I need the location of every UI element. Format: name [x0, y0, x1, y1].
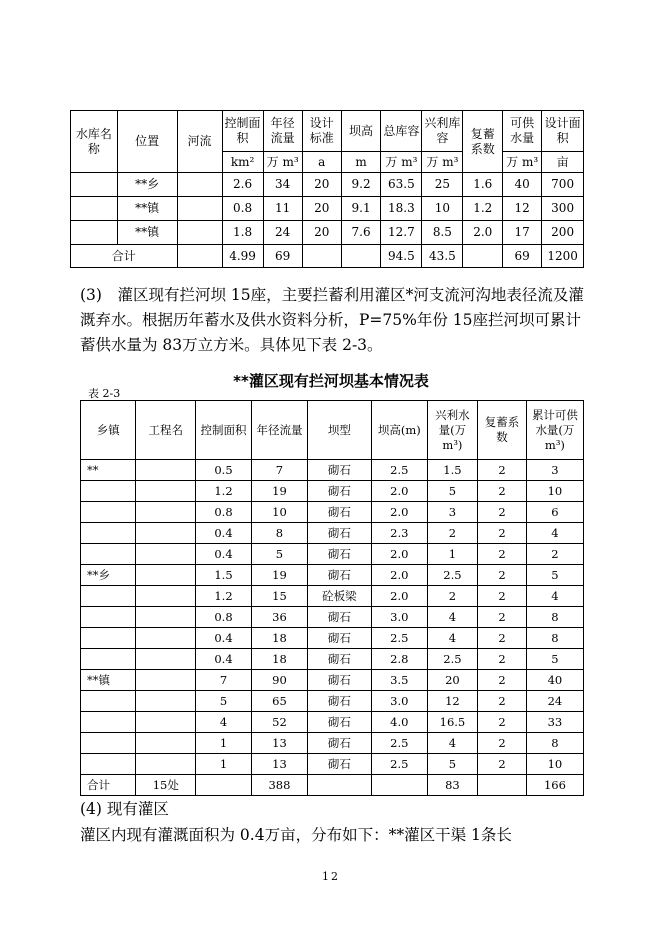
- table-row: [81, 502, 584, 523]
- unit-cell: 万 m³: [381, 152, 422, 173]
- header-cell: 设计面积: [542, 111, 584, 152]
- table-cell: 33: [526, 712, 583, 733]
- header-cell: 河流: [177, 111, 222, 173]
- table-row: [81, 586, 584, 607]
- table-cell: 20: [302, 197, 341, 221]
- table-cell: 3.0: [371, 607, 427, 628]
- table-cell: 2: [478, 691, 527, 712]
- table-cell: 4: [196, 712, 252, 733]
- table-cell: 1: [196, 733, 252, 754]
- paragraph-dams: (3) 灌区现有拦河坝 15座，主要拦蓄利用灌区*河支流河沟地表径流及灌溉弃水。根据历年蓄水及供水资料分析，P=75%年份 15座拦河坝可累计蓄供水量为 83万立方米。具体见下表 2-3。: [80, 286, 584, 354]
- unit-cell: 万 m³: [422, 152, 463, 173]
- table-row: [81, 670, 584, 691]
- unit-cell: 亩: [542, 152, 584, 173]
- table-cell: 7: [251, 460, 307, 481]
- table-cell: [81, 607, 136, 628]
- total-row: [81, 775, 584, 796]
- table-cell: **镇: [117, 197, 177, 221]
- unit-cell: m: [341, 152, 381, 173]
- total-cell: 69: [263, 245, 302, 268]
- table-cell: 7.6: [341, 221, 381, 245]
- table-cell: [136, 754, 196, 775]
- table-cell: 2.8: [371, 649, 427, 670]
- table-cell: 5: [427, 481, 477, 502]
- table-row: [81, 733, 584, 754]
- header-cell: 乡镇: [81, 401, 136, 460]
- table-row: [81, 607, 584, 628]
- table-cell: 9.1: [341, 197, 381, 221]
- table-cell: [81, 523, 136, 544]
- table-cell: 15: [251, 586, 307, 607]
- total-cell: [463, 245, 503, 268]
- table-cell: [136, 502, 196, 523]
- table-cell: 12: [503, 197, 542, 221]
- table-cell: 90: [251, 670, 307, 691]
- table-cell: 5: [251, 544, 307, 565]
- table-cell: 65: [251, 691, 307, 712]
- table-cell: [81, 481, 136, 502]
- table-row: [81, 628, 584, 649]
- table-cell: 2: [478, 628, 527, 649]
- table-cell: [81, 586, 136, 607]
- table-cell: 3.0: [371, 691, 427, 712]
- table-row: [71, 197, 584, 221]
- table-cell: 1.5: [427, 460, 477, 481]
- table-cell: 13: [251, 733, 307, 754]
- table-cell: [136, 649, 196, 670]
- header-cell: 年径流量: [251, 401, 307, 460]
- table-cell: 0.4: [196, 523, 252, 544]
- table-cell: [81, 502, 136, 523]
- table-cell: 63.5: [381, 173, 422, 197]
- table-row: [81, 649, 584, 670]
- total-cell: 83: [427, 775, 477, 796]
- table-cell: 砌石: [308, 460, 372, 481]
- header-cell: 复蓄系数: [478, 401, 527, 460]
- table-cell: 2: [526, 544, 583, 565]
- table-cell: 2: [478, 670, 527, 691]
- header-cell: 坝型: [308, 401, 372, 460]
- table-cell: [136, 544, 196, 565]
- table-cell: 1.5: [196, 565, 252, 586]
- table-cell: 2: [478, 607, 527, 628]
- total-cell: 388: [251, 775, 307, 796]
- table-cell: 2: [478, 544, 527, 565]
- table-cell: 砌石: [308, 670, 372, 691]
- reservoir-table: [70, 110, 584, 268]
- table-cell: 砌石: [308, 481, 372, 502]
- table-cell: 3: [427, 502, 477, 523]
- table-cell: 砌石: [308, 691, 372, 712]
- table-cell: 砼板梁: [308, 586, 372, 607]
- header-cell: 控制面积: [196, 401, 252, 460]
- table-cell: 2.5: [371, 628, 427, 649]
- unit-cell: 万 m³: [263, 152, 302, 173]
- table-cell: 8: [251, 523, 307, 544]
- total-cell: 合计: [71, 245, 178, 268]
- table-cell: 13: [251, 754, 307, 775]
- table-cell: 2.5: [427, 649, 477, 670]
- table-cell: [136, 565, 196, 586]
- table-row: [81, 481, 584, 502]
- table-row: [81, 754, 584, 775]
- total-cell: 166: [526, 775, 583, 796]
- table-cell: 4: [427, 733, 477, 754]
- table-cell: 3: [526, 460, 583, 481]
- table-cell: 0.8: [196, 607, 252, 628]
- paragraph-irrigation-heading: (4) 现有灌区: [80, 800, 169, 818]
- table-cell: 7: [196, 670, 252, 691]
- table-cell: 200: [542, 221, 584, 245]
- total-cell: 1200: [542, 245, 584, 268]
- table-cell: 0.4: [196, 628, 252, 649]
- table-cell: [136, 523, 196, 544]
- table-cell: 25: [422, 173, 463, 197]
- table-cell: 34: [263, 173, 302, 197]
- table-cell: 0.4: [196, 544, 252, 565]
- total-cell: [308, 775, 372, 796]
- table-cell: 5: [526, 649, 583, 670]
- total-cell: [196, 775, 252, 796]
- table-cell: [136, 670, 196, 691]
- header-cell: 可供水量: [503, 111, 542, 152]
- table-cell: 4: [526, 523, 583, 544]
- table-cell: 40: [526, 670, 583, 691]
- table-cell: 砌石: [308, 565, 372, 586]
- table-cell: 2.5: [371, 460, 427, 481]
- page-number: 12: [322, 870, 340, 883]
- table-cell: 18: [251, 649, 307, 670]
- table-cell: **镇: [81, 670, 136, 691]
- table-cell: 10: [526, 481, 583, 502]
- header-cell: 兴利库容: [422, 111, 463, 152]
- table-cell: [136, 481, 196, 502]
- table-cell: 52: [251, 712, 307, 733]
- table-cell: 1.2: [463, 197, 503, 221]
- header-cell: 总库容: [381, 111, 422, 152]
- total-cell: 94.5: [381, 245, 422, 268]
- table-cell: **乡: [117, 173, 177, 197]
- total-cell: [341, 245, 381, 268]
- header-cell: 设计标准: [302, 111, 341, 152]
- header-cell: 累计可供水量(万m³): [526, 401, 583, 460]
- table-cell: 10: [251, 502, 307, 523]
- table-cell: [136, 733, 196, 754]
- table-cell: 19: [251, 481, 307, 502]
- table-cell: 18: [251, 628, 307, 649]
- table-cell: 0.8: [222, 197, 263, 221]
- table-cell: 砌石: [308, 733, 372, 754]
- header-cell: 坝高(m): [371, 401, 427, 460]
- unit-cell: a: [302, 152, 341, 173]
- table-cell: 2.0: [371, 481, 427, 502]
- table-cell: 2: [427, 586, 477, 607]
- table-cell: [177, 221, 222, 245]
- table-cell: 2.5: [371, 733, 427, 754]
- unit-cell: 万 m³: [503, 152, 542, 173]
- table-row: [81, 712, 584, 733]
- table-cell: 2.0: [371, 544, 427, 565]
- table-cell: 16.5: [427, 712, 477, 733]
- table-cell: 9.2: [341, 173, 381, 197]
- table-cell: [81, 712, 136, 733]
- header-cell: 复蓄系数: [463, 111, 503, 173]
- table-cell: 0.8: [196, 502, 252, 523]
- table-cell: 700: [542, 173, 584, 197]
- table-row: [71, 173, 584, 197]
- table-cell: 24: [263, 221, 302, 245]
- table-cell: 1.2: [196, 481, 252, 502]
- table-cell: 砌石: [308, 712, 372, 733]
- header-cell: 兴利水量(万m³): [427, 401, 477, 460]
- table-cell: 2.0: [371, 586, 427, 607]
- table-cell: 砌石: [308, 649, 372, 670]
- table-cell: 8.5: [422, 221, 463, 245]
- table-cell: 300: [542, 197, 584, 221]
- table-row: [81, 460, 584, 481]
- table-cell: 2.0: [463, 221, 503, 245]
- table2-title: **灌区现有拦河坝基本情况表: [233, 372, 429, 390]
- table-cell: 2.6: [222, 173, 263, 197]
- table-cell: 40: [503, 173, 542, 197]
- table-cell: **镇: [117, 221, 177, 245]
- table-cell: 5: [196, 691, 252, 712]
- table-cell: 2: [478, 523, 527, 544]
- table-cell: [177, 197, 222, 221]
- table-cell: 砌石: [308, 754, 372, 775]
- table-cell: 8: [526, 733, 583, 754]
- table-cell: 砌石: [308, 502, 372, 523]
- table2-label: 表 2-3: [88, 387, 121, 400]
- table-cell: 12: [427, 691, 477, 712]
- table-cell: 18.3: [381, 197, 422, 221]
- total-row: [71, 245, 584, 268]
- table-header-row: [71, 111, 584, 152]
- table-cell: 0.5: [196, 460, 252, 481]
- table-cell: 17: [503, 221, 542, 245]
- table-cell: 6: [526, 502, 583, 523]
- table-cell: 2: [478, 586, 527, 607]
- total-cell: [478, 775, 527, 796]
- table-row: [81, 544, 584, 565]
- table-cell: [81, 754, 136, 775]
- table-cell: 2: [478, 754, 527, 775]
- table-cell: 4: [427, 607, 477, 628]
- table-cell: 2: [427, 523, 477, 544]
- table-cell: 5: [526, 565, 583, 586]
- unit-cell: km²: [222, 152, 263, 173]
- table-row: [81, 523, 584, 544]
- table-cell: 1: [427, 544, 477, 565]
- table-cell: [136, 586, 196, 607]
- table-cell: 2.5: [371, 754, 427, 775]
- table-cell: 1.8: [222, 221, 263, 245]
- table-cell: 2: [478, 733, 527, 754]
- paragraph-irrigation: 灌区内现有灌溉面积为 0.4万亩，分布如下：**灌区干渠 1条长: [80, 826, 512, 844]
- header-cell: 水库名称: [71, 111, 118, 173]
- table-cell: 1.2: [196, 586, 252, 607]
- table-cell: 4.0: [371, 712, 427, 733]
- table-cell: 2.0: [371, 565, 427, 586]
- table-cell: [136, 691, 196, 712]
- table-cell: 20: [302, 221, 341, 245]
- table-cell: 12.7: [381, 221, 422, 245]
- table-cell: [136, 460, 196, 481]
- total-cell: 69: [503, 245, 542, 268]
- table-cell: 10: [422, 197, 463, 221]
- table-cell: 2: [478, 460, 527, 481]
- total-cell: 合计: [81, 775, 136, 796]
- table-cell: [81, 544, 136, 565]
- table-cell: [81, 649, 136, 670]
- table-cell: [136, 712, 196, 733]
- table-cell: 2: [478, 649, 527, 670]
- table-cell: 3.5: [371, 670, 427, 691]
- table-row: [71, 221, 584, 245]
- total-cell: [177, 245, 222, 268]
- table-cell: [71, 221, 118, 245]
- table-cell: 砌石: [308, 523, 372, 544]
- table-cell: [81, 628, 136, 649]
- table-cell: 4: [427, 628, 477, 649]
- table-cell: 2.0: [371, 502, 427, 523]
- header-cell: 位置: [117, 111, 177, 173]
- table-cell: 2.3: [371, 523, 427, 544]
- total-cell: [371, 775, 427, 796]
- table-row: [81, 691, 584, 712]
- table-cell: 砌石: [308, 628, 372, 649]
- table-cell: [81, 691, 136, 712]
- table-header-row: [81, 401, 584, 460]
- table-cell: 2: [478, 481, 527, 502]
- header-cell: 控制面积: [222, 111, 263, 152]
- total-cell: 4.99: [222, 245, 263, 268]
- table-cell: 36: [251, 607, 307, 628]
- table-cell: 24: [526, 691, 583, 712]
- table-cell: 1.6: [463, 173, 503, 197]
- table-cell: 11: [263, 197, 302, 221]
- table-cell: [81, 733, 136, 754]
- table-cell: 0.4: [196, 649, 252, 670]
- table-cell: 砌石: [308, 544, 372, 565]
- table-cell: 2.5: [427, 565, 477, 586]
- table-row: [81, 565, 584, 586]
- header-cell: 坝高: [341, 111, 381, 152]
- table-cell: 2: [478, 712, 527, 733]
- table-cell: **乡: [81, 565, 136, 586]
- table-cell: 2: [478, 565, 527, 586]
- table-cell: 4: [526, 586, 583, 607]
- table-cell: **: [81, 460, 136, 481]
- table-cell: 砌石: [308, 607, 372, 628]
- header-cell: 年径流量: [263, 111, 302, 152]
- table-cell: 1: [196, 754, 252, 775]
- table-cell: [71, 173, 118, 197]
- table-cell: [136, 628, 196, 649]
- header-cell: 工程名: [136, 401, 196, 460]
- table-cell: [136, 607, 196, 628]
- table-cell: 2: [478, 502, 527, 523]
- table-cell: 5: [427, 754, 477, 775]
- total-cell: [302, 245, 341, 268]
- table-cell: 10: [526, 754, 583, 775]
- dam-table: [80, 400, 584, 796]
- table-cell: [177, 173, 222, 197]
- table-cell: 20: [302, 173, 341, 197]
- table-cell: 8: [526, 628, 583, 649]
- table-cell: [71, 197, 118, 221]
- table-cell: 20: [427, 670, 477, 691]
- total-cell: 43.5: [422, 245, 463, 268]
- total-cell: 15处: [136, 775, 196, 796]
- table-cell: 19: [251, 565, 307, 586]
- table-cell: 8: [526, 607, 583, 628]
